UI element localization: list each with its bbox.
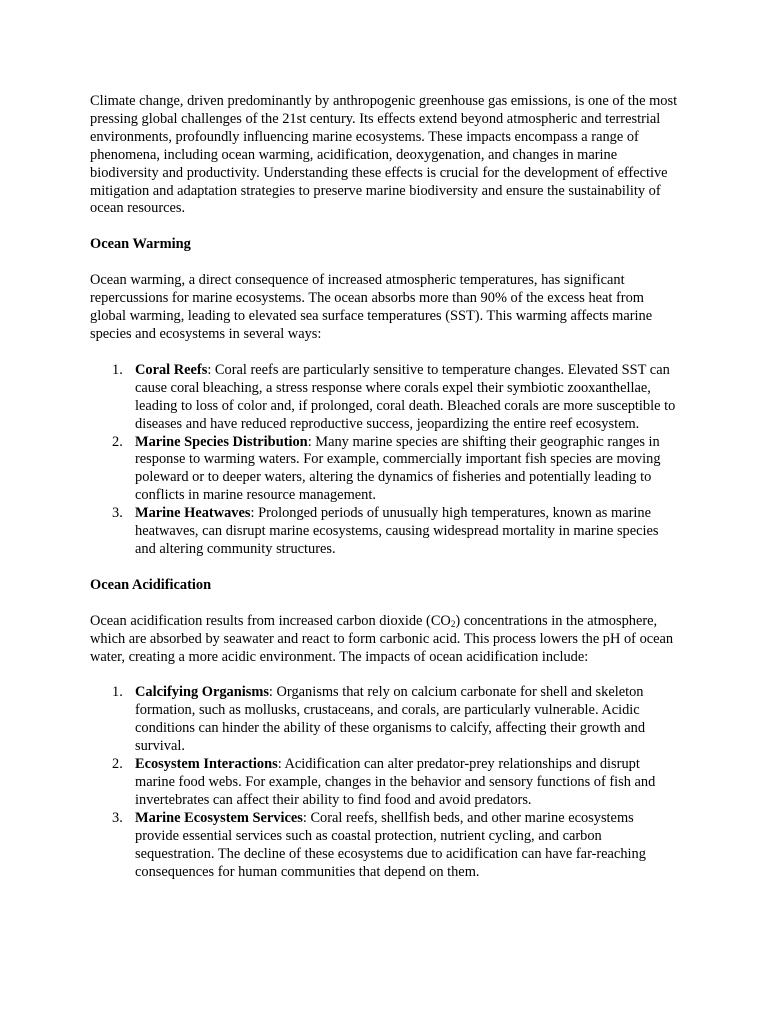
list-number: 1.: [112, 684, 123, 701]
list-item: [90, 505, 680, 559]
list-term: Marine Species Distribution: [135, 433, 308, 450]
list-text: : Organisms that rely on calcium carbonate for shell and skeleton formation, such as mollusks, crustaceans, and corals, are particularly vulnerable. Acidic conditions can hinder the ability of these organisms to calcify, affecting their growth and survival.: [135, 684, 646, 755]
list-text: : Many marine species are shifting their geographic ranges in response to warming waters. For example, commercially important fish species are moving poleward or to deeper waters, altering the dynamics of fisheries and potentially leading to conflicts in marine resource management.: [135, 433, 661, 504]
ocean-acidification-paragraph: [90, 613, 680, 667]
list-text: : Coral reefs are particularly sensitive to temperature changes. Elevated SST can cause coral bleaching, a stress response where corals expel their symbiotic zooxanthellae, leading to loss of color and, if prolonged, coral death. Bleached corals are more susceptible to diseases and have reduced reproductive success, jeopardizing the entire reef ecosystem.: [135, 361, 676, 432]
list-number: 2.: [112, 756, 123, 773]
list-term: Ecosystem Interactions: [135, 756, 278, 773]
list-term: Calcifying Organisms: [135, 684, 269, 701]
paragraph-text-after: ) concentrations in the atmosphere, which are absorbed by seawater and react to form carbonic acid. This process lowers the pH of ocean water, creating a more acidic environment. The impacts of ocean acidification include:: [90, 612, 674, 665]
list-term: Marine Heatwaves: [135, 505, 251, 522]
list-number: 3.: [112, 809, 123, 826]
document-page: [90, 93, 680, 899]
list-item: [90, 756, 680, 810]
list-text: : Acidification can alter predator-prey relationships and disrupt marine food webs. For example, changes in the behavior and sensory functions of fish and invertebrates can affect their ability to find food and avoid predators.: [135, 756, 656, 808]
section-heading-ocean-warming: Ocean Warming: [90, 236, 191, 253]
paragraph-text-before: Ocean acidification results from increased carbon dioxide (CO: [90, 612, 451, 629]
list-number: 1.: [112, 361, 123, 378]
co2-subscript: 2: [450, 618, 456, 629]
ocean-warming-list: [90, 362, 680, 559]
list-item: [90, 684, 680, 756]
ocean-warming-paragraph: Ocean warming, a direct consequence of increased atmospheric temperatures, has significant repercussions for marine ecosystems. The ocean absorbs more than 90% of the excess heat from global warming, leading to elevated sea surface temperatures (SST). This warming affects marine species and ecosystems in several ways:: [90, 272, 653, 342]
section-heading-ocean-acidification: Ocean Acidification: [90, 576, 212, 593]
list-number: 3.: [112, 505, 123, 522]
ocean-acidification-list: [90, 684, 680, 881]
intro-paragraph: Climate change, driven predominantly by anthropogenic greenhouse gas emissions, is one of the most pressing global challenges of the 21st century. Its effects extend beyond atmospheric and terrestrial environments, profoundly influencing marine ecosystems. These impacts encompass a range of phenomena, including ocean warming, acidification, deoxygenation, and changes in marine biodiversity and productivity. Understanding these effects is crucial for the development of effective mitigation and adaptation strategies to preserve marine biodiversity and ensure the sustainability of ocean resources.: [90, 93, 678, 217]
list-item: [90, 434, 680, 506]
list-term: Marine Ecosystem Services: [135, 809, 303, 826]
list-item: [90, 810, 680, 882]
list-item: [90, 362, 680, 434]
list-text: : Coral reefs, shellfish beds, and other marine ecosystems provide essential services such as coastal protection, nutrient cycling, and carbon sequestration. The decline of these ecosystems due to acidification can have far-reaching consequences for human communities that depend on them.: [135, 809, 646, 880]
list-text: : Prolonged periods of unusually high temperatures, known as marine heatwaves, can disrupt marine ecosystems, causing widespread mortality in marine species and altering community structures.: [135, 505, 659, 557]
list-number: 2.: [112, 433, 123, 450]
list-term: Coral Reefs: [135, 361, 208, 378]
